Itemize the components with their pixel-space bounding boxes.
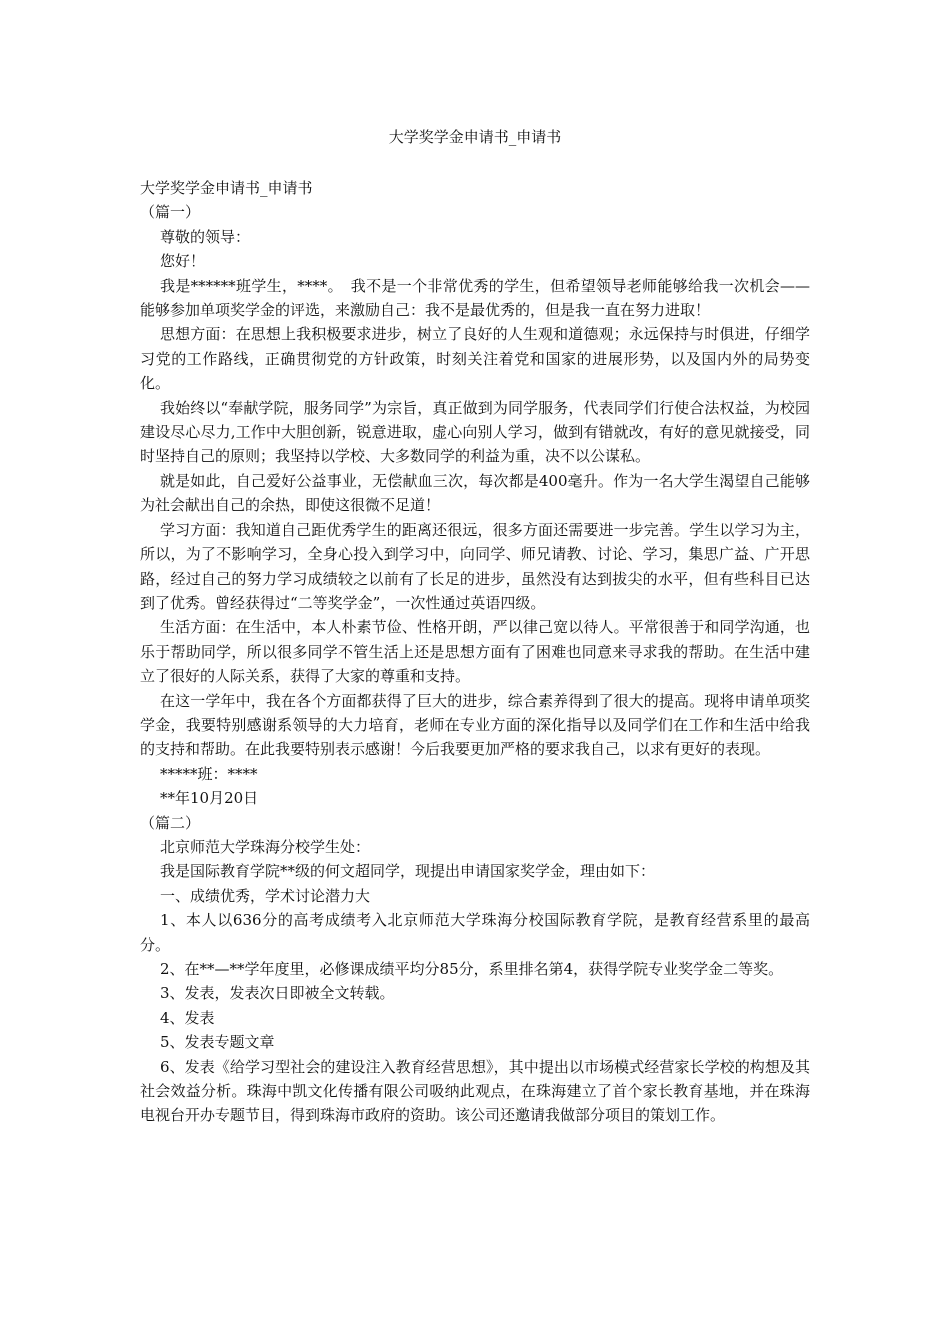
paragraph: 就是如此，自己爱好公益事业，无偿献血三次，每次都是400毫升。作为一名大学生渴望自己能够为社会献出自己的余热，即使这很微不足道！ (140, 471, 810, 515)
document-body (140, 176, 810, 1128)
page-title: 大学奖学金申请书_申请书 (388, 128, 562, 146)
paragraph: 北京师范大学珠海分校学生处： (160, 837, 371, 856)
paragraph: 6、发表《给学习型社会的建设注入教育经营思想》，其中提出以市场模式经营家长学校的构想及其社会效益分析。珠海中凯文化传播有限公司吸纳此观点，在珠海建立了首个家长教育基地，并在珠海电视台开办专题节目，得到珠海市政府的资助。该公司还邀请我做部分项目的策划工作。 (140, 1057, 810, 1125)
paragraph: 2、在**—**学年度里，必修课成绩平均分85分，系里排名第4，获得学院专业奖学金二等奖。 (160, 960, 784, 978)
paragraph: 5、发表专题文章 (160, 1033, 275, 1052)
paragraph: 您好！ (160, 252, 206, 271)
paragraph: 我是国际教育学院**级的何文超同学，现提出申请国家奖学金，理由如下： (160, 862, 656, 881)
paragraph: 学习方面：我知道自己距优秀学生的距离还很远，很多方面还需要进一步完善。学生以学习为主，所以，为了不影响学习，全身心投入到学习中，向同学、师兄请教、讨论、学习，集思广益、广开思路，经过自己的努力学习成绩较之以前有了长足的进步，虽然没有达到拔尖的水平，但有些科目已达到了优秀。曾经获得过“二等奖学金”，一次性通过英语四级。 (140, 520, 810, 612)
paragraph: *****班：**** (160, 764, 258, 783)
paragraph: 3、发表，发表次日即被全文转载。 (160, 984, 395, 1003)
paragraph: （篇一） (140, 203, 201, 222)
paragraph: **年10月20日 (160, 789, 259, 808)
paragraph: 4、发表 (160, 1008, 215, 1027)
paragraph: 尊敬的领导： (160, 227, 251, 246)
paragraph: （篇二） (140, 813, 201, 832)
paragraph: 在这一学年中，我在各个方面都获得了巨大的进步，综合素养得到了很大的提高。现将申请单项奖学金，我要特别感谢系领导的大力培育，老师在专业方面的深化指导以及同学们在工作和生活中给我的支持和帮助。在此我要特别表示感谢！今后我要更加严格的要求我自己，以求有更好的表现。 (140, 691, 810, 759)
paragraph: 1、本人以636分的高考成绩考入北京师范大学珠海分校国际教育学院，是教育经营系里的最高分。 (140, 911, 810, 954)
paragraph: 大学奖学金申请书_申请书 (140, 179, 313, 197)
paragraph: 一、成绩优秀，学术讨论潜力大 (160, 886, 371, 905)
paragraph: 思想方面：在思想上我积极要求进步，树立了良好的人生观和道德观；永远保持与时俱进，仔细学习党的工作路线，正确贯彻党的方针政策，时刻关注着党和国家的进展形势，以及国内外的局势变化。 (140, 325, 810, 393)
paragraph: 我是******班学生，****。 我不是一个非常优秀的学生，但希望领导老师能够给我一次机会——能够参加单项奖学金的评选，来激励自己：我不是最优秀的，但是我一直在努力进取！ (140, 276, 810, 320)
paragraph: 我始终以“奉献学院，服务同学”为宗旨，真正做到为同学服务，代表同学们行使合法权益，为校园建设尽心尽力,工作中大胆创新，锐意进取，虚心向别人学习，做到有错就改，有好的意见就接受，同时坚持自己的原则；我坚持以学校、大多数同学的利益为重，决不以公谋私。 (140, 398, 810, 466)
paragraph: 生活方面：在生活中，本人朴素节俭、性格开朗，严以律己宽以待人。平常很善于和同学沟通，也乐于帮助同学，所以很多同学不管生活上还是思想方面有了困难也同意来寻求我的帮助。在生活中建立了很好的人际关系，获得了大家的尊重和支持。 (140, 618, 810, 686)
